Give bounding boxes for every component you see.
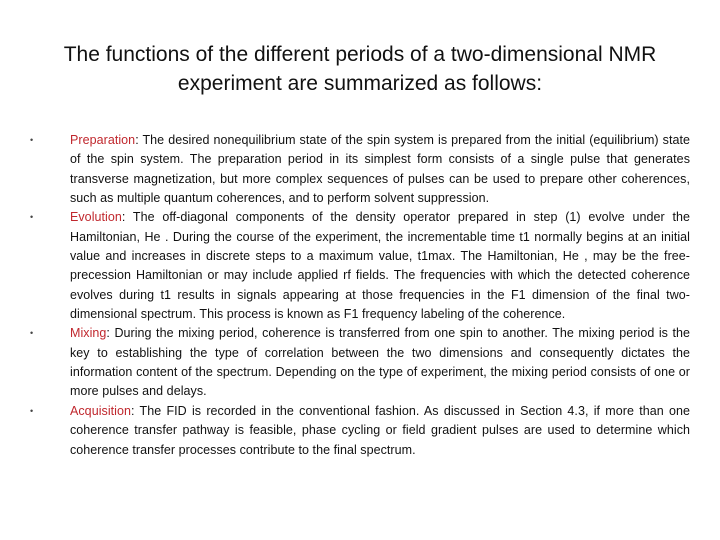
bullet-icon: • xyxy=(30,405,34,416)
term-preparation: Preparation xyxy=(70,133,136,147)
description-preparation: : The desired nonequilibrium state of the spin system is prepared from the initial (equilibrium) state of the spin system. The preparation period in its simplest form consists of a single pulse that generates transverse magnetization, but more complex sequences of pulses can be used to prepare other coherences, such as multiple quantum coherences, and to perform solvent suppression. xyxy=(70,133,690,206)
description-acquisition: : The FID is recorded in the conventional fashion. As discussed in Section 4.3, if more than one coherence transfer pathway is feasible, phase cycling or field gradient pulses are used to determine which coherence transfer processes contribute to the final spectrum. xyxy=(70,403,690,457)
bullet-item-evolution xyxy=(30,208,690,324)
bullet-list xyxy=(30,131,690,460)
bullet-icon: • xyxy=(30,212,34,223)
term-mixing: Mixing xyxy=(70,326,107,341)
term-evolution: Evolution xyxy=(70,210,122,225)
term-acquisition: Acquisition xyxy=(70,403,131,418)
bullet-item-acquisition xyxy=(30,402,690,460)
bullet-icon: • xyxy=(30,328,34,339)
slide-title: The functions of the different periods of a two-dimensional NMR experiment are summarized as follows: xyxy=(63,43,657,95)
bullet-item-mixing xyxy=(30,324,690,401)
description-evolution: : The off-diagonal components of the density operator prepared in step (1) evolve under the Hamiltonian, He . During the course of the experiment, the incrementable time t1 normally begins at an initial value and increases in discrete steps to a maximum value, t1max. The Hamiltonian, He , may be the free-precession Hamiltonian or may include applied rf fields. The frequencies with which the detected coherence evolves during t1 results in signals appearing at those frequencies in the F1 dimension of the final two-dimensional spectrum. This process is known as F1 frequency labeling of the coherence. xyxy=(70,210,690,322)
bullet-item-preparation xyxy=(30,131,690,208)
bullet-icon: • xyxy=(30,135,34,145)
description-mixing: : During the mixing period, coherence is transferred from one spin to another. The mixing period is the key to establishing the type of correlation between the two dimensions and consequently dictates the information content of the spectrum. Depending on the type of experiment, the mixing period consists of one or more pulses and delays. xyxy=(70,326,690,399)
